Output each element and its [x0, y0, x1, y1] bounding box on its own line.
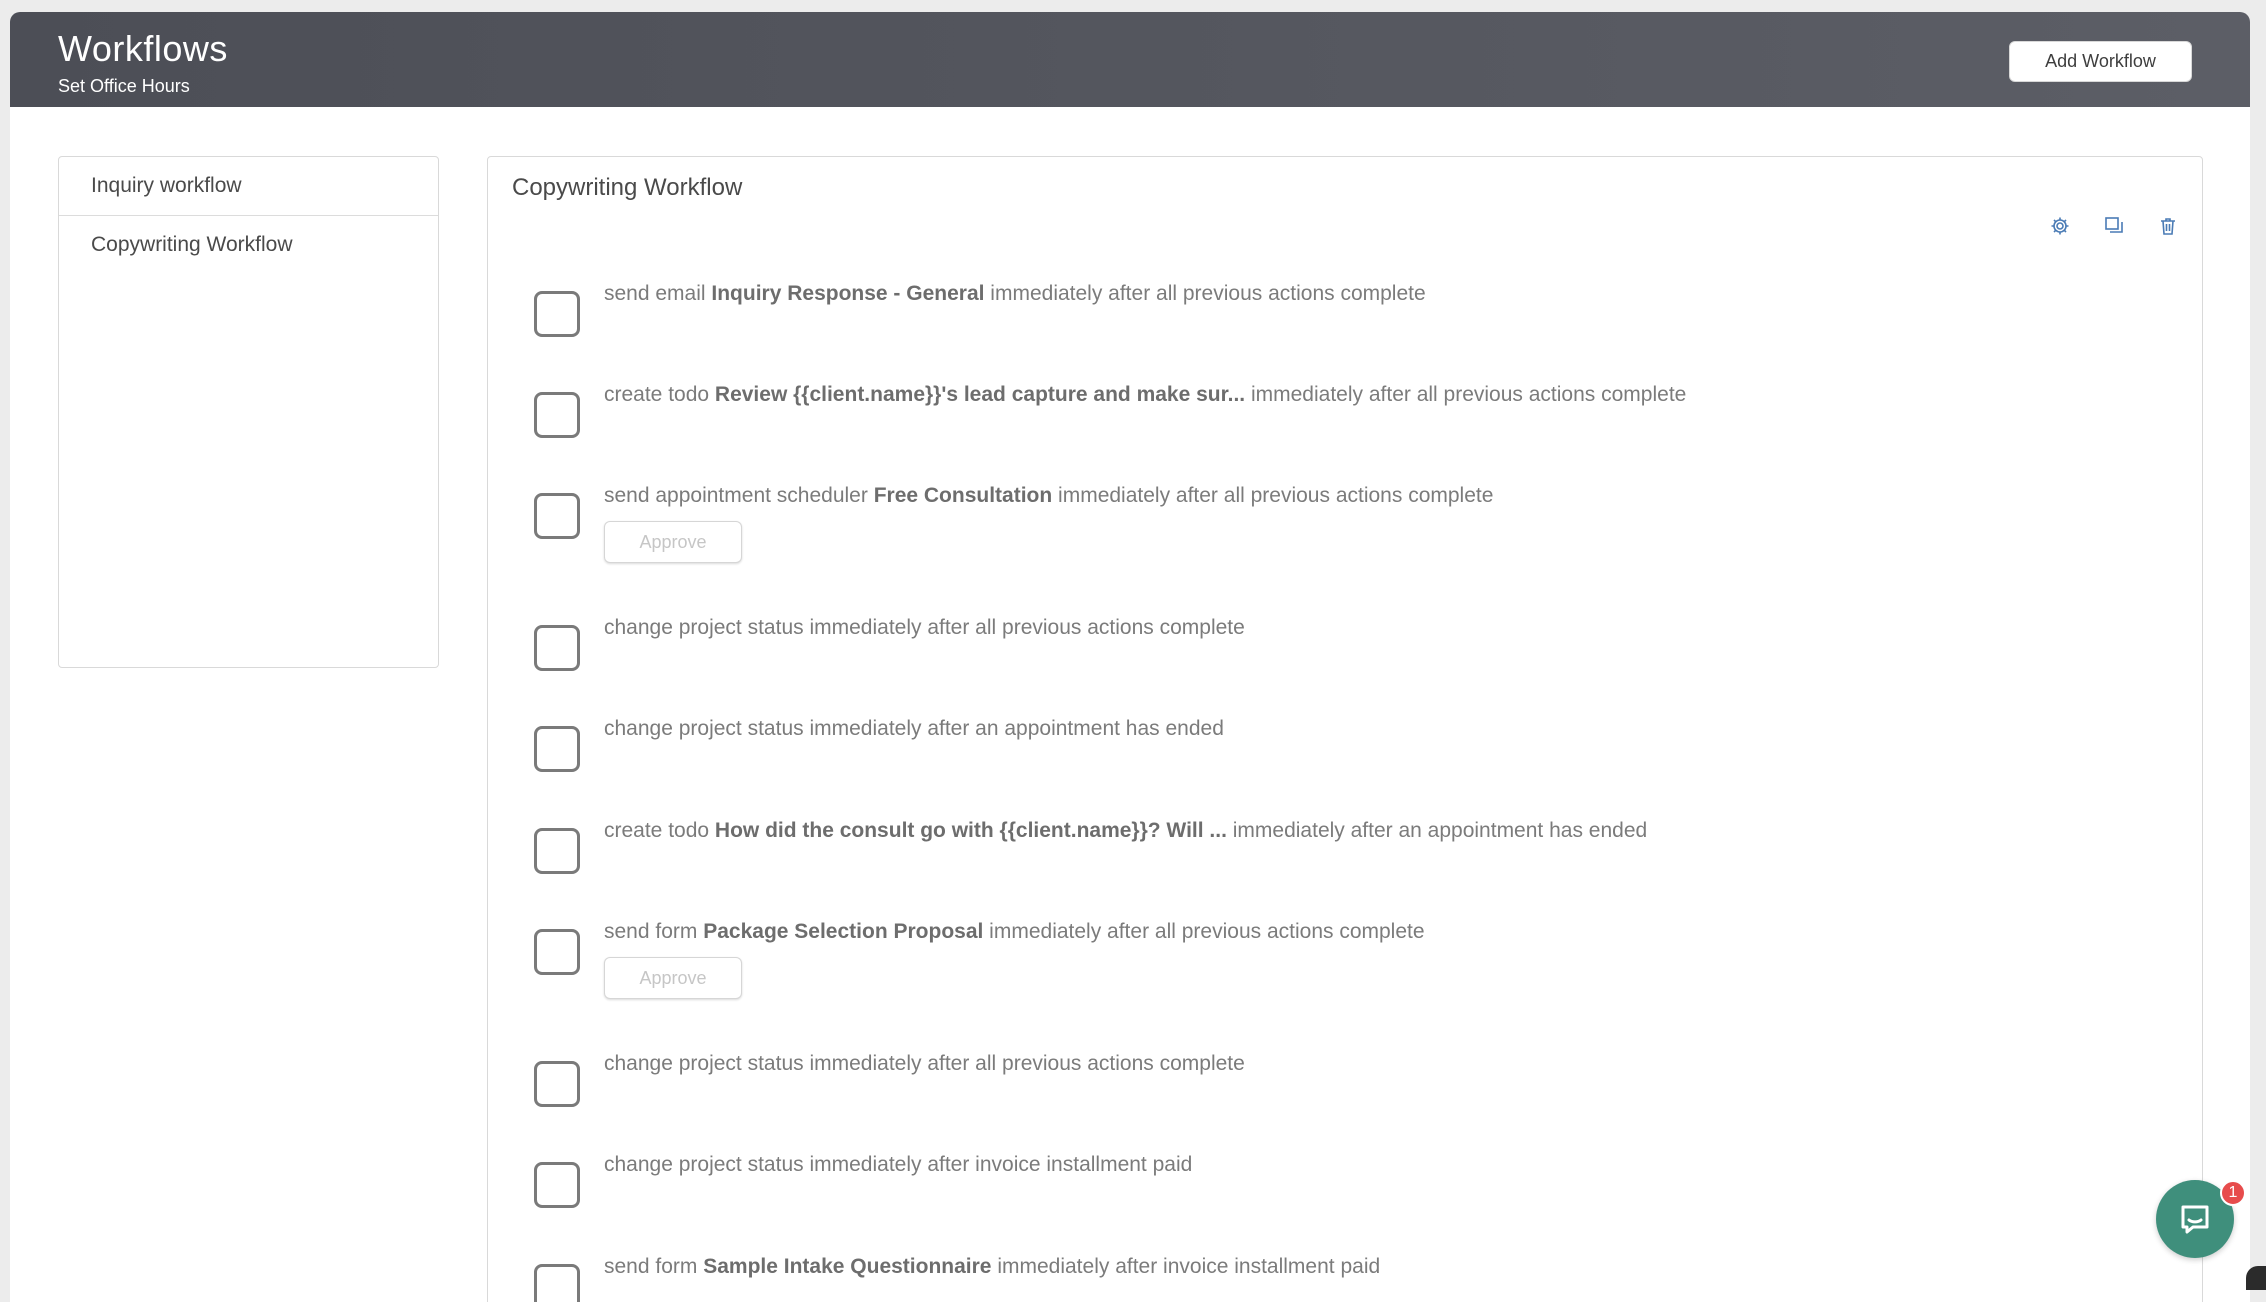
action-checkbox[interactable] — [534, 1061, 580, 1107]
window-corner — [2246, 1266, 2266, 1290]
approve-button[interactable]: Approve — [604, 957, 742, 999]
duplicate-icon[interactable] — [2087, 211, 2141, 241]
action-checkbox[interactable] — [534, 929, 580, 975]
action-checkbox[interactable] — [534, 291, 580, 337]
workflow-toolbar — [2033, 211, 2195, 241]
action-checkbox[interactable] — [534, 625, 580, 671]
chat-icon — [2175, 1199, 2215, 1239]
action-checkbox[interactable] — [534, 1162, 580, 1208]
notification-badge: 1 — [2220, 1180, 2246, 1206]
action-checkbox[interactable] — [534, 392, 580, 438]
page-header — [10, 12, 2250, 107]
sidebar-item-inquiry-workflow[interactable]: Inquiry workflow — [91, 174, 242, 197]
page-subtitle[interactable]: Set Office Hours — [58, 76, 190, 96]
action-description: change project status immediately after invoice installment paid — [604, 1153, 1193, 1176]
action-description: send form Package Selection Proposal immediately after all previous actions complete — [604, 920, 1425, 943]
action-description: send form Sample Intake Questionnaire immediately after invoice installment paid — [604, 1255, 1381, 1278]
workflow-detail-panel — [487, 156, 2203, 1302]
workflow-list — [58, 156, 439, 668]
sidebar-item-copywriting-workflow[interactable]: Copywriting Workflow — [59, 215, 438, 273]
action-description: create todo How did the consult go with {{client.name}}? Will ... immediately after an appointment has ended — [604, 819, 1648, 842]
page-title: Workflows — [58, 28, 228, 69]
action-description: change project status immediately after all previous actions complete — [604, 616, 1245, 639]
action-checkbox[interactable] — [534, 493, 580, 539]
settings-icon[interactable] — [2033, 211, 2087, 241]
action-description: send email Inquiry Response - General immediately after all previous actions complete — [604, 282, 1426, 305]
action-description: send appointment scheduler Free Consultation immediately after all previous actions complete — [604, 484, 1494, 507]
workflow-title: Copywriting Workflow — [512, 174, 743, 201]
action-checkbox[interactable] — [534, 726, 580, 772]
action-description: create todo Review {{client.name}}'s lead capture and make sur... immediately after all previous actions complete — [604, 383, 1687, 406]
trash-icon[interactable] — [2141, 211, 2195, 241]
add-workflow-button[interactable]: Add Workflow — [2009, 41, 2192, 82]
action-checkbox[interactable] — [534, 828, 580, 874]
action-description: change project status immediately after an appointment has ended — [604, 717, 1224, 740]
workflows-page — [10, 12, 2250, 1302]
action-description: change project status immediately after all previous actions complete — [604, 1052, 1245, 1075]
action-checkbox[interactable] — [534, 1264, 580, 1302]
approve-button[interactable]: Approve — [604, 521, 742, 563]
